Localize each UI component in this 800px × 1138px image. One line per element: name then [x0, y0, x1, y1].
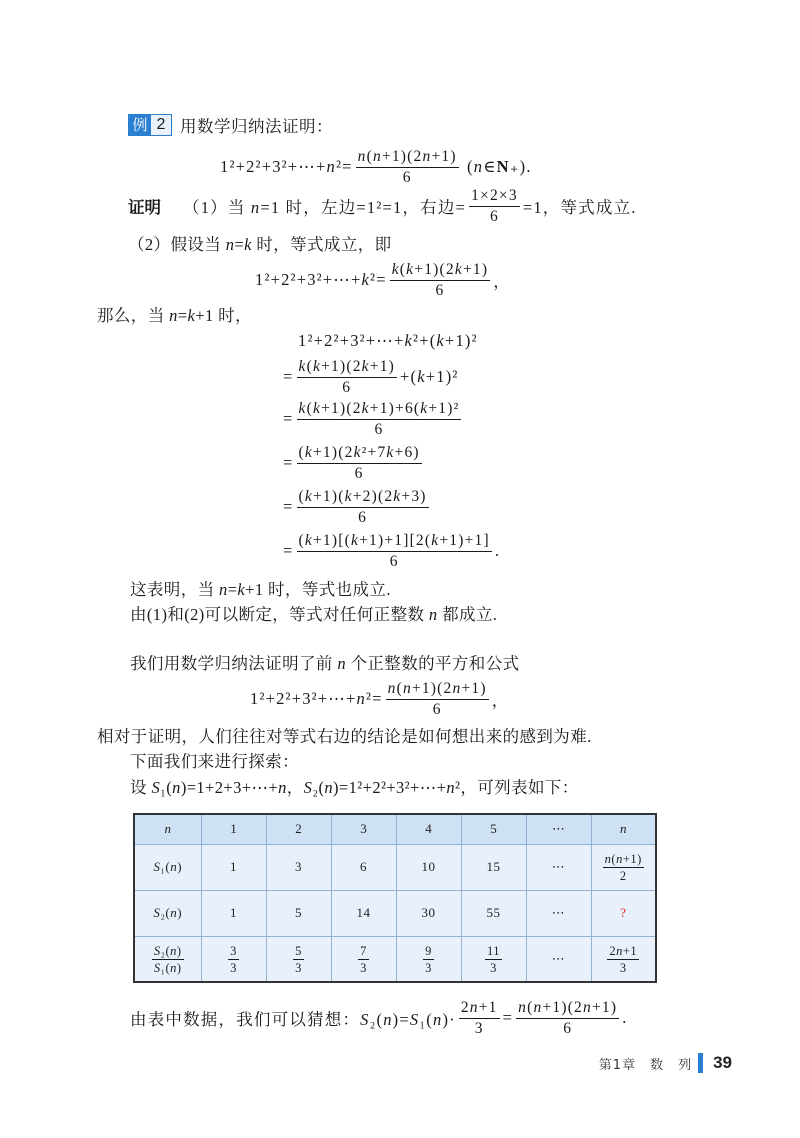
math-variable: k: [237, 580, 246, 599]
math-variable: n: [172, 778, 181, 797]
fraction-numerator: 5: [295, 943, 302, 958]
exploration-intro: 我们用数学归纳法证明了前 n 个正整数的平方和公式: [130, 654, 520, 673]
math-text: 1²+2²+3²+⋯+n²=: [220, 157, 353, 176]
derivation-line-0: [298, 329, 478, 353]
table-header: [134, 814, 656, 844]
math-variable: k: [436, 331, 445, 350]
proof-label: 证明: [128, 198, 161, 217]
row-ratio-cell-1: [201, 936, 266, 982]
math-text: ?: [620, 905, 627, 920]
math-text: （1）当 n=1 时，左边=1²=1，右边=: [183, 198, 467, 217]
fraction-numerator: 2n+1: [459, 1000, 500, 1019]
exploration-lead: 下面我们来进行探索：: [130, 752, 299, 771]
row-s1-cell-5: [461, 844, 526, 890]
math-variable: n: [372, 147, 382, 165]
row-s1-cell-1: [201, 844, 266, 890]
proof-step-1: [128, 188, 637, 224]
math-variable: n: [387, 679, 397, 697]
page-footer: [599, 1052, 732, 1074]
math-variable: k: [187, 306, 196, 325]
fraction-denominator: 6: [435, 281, 445, 299]
math-variable: S: [151, 778, 161, 797]
math-text: .: [622, 1008, 628, 1027]
fraction: [228, 944, 239, 975]
fraction-denominator: 3: [360, 960, 367, 975]
math-variable: n: [583, 998, 592, 1016]
exploration-remark: 相对于证明，人们往往对等式右边的结论是如何想出来的感到为难.: [97, 727, 592, 746]
math-variable: k: [393, 487, 402, 505]
math-text: S₂(n): [153, 905, 183, 920]
derivation-line-1: [283, 359, 459, 395]
fraction: [390, 262, 491, 299]
row-s1-cell-0: [134, 844, 201, 890]
math-variable: n: [170, 859, 178, 874]
sums-table-wrapper: [133, 813, 655, 983]
fraction-numerator: k(k+1)(2k+1): [297, 359, 398, 378]
fraction-numerator: 7: [360, 943, 367, 958]
math-variable: n: [402, 679, 412, 697]
row-s2-cell-3: [331, 890, 396, 936]
fraction-denominator: 6: [358, 508, 368, 526]
math-variable: k: [304, 487, 313, 505]
math-variable: k: [350, 531, 360, 549]
math-variable: n: [357, 147, 367, 165]
math-variable: k: [454, 260, 463, 278]
math-variable: n: [428, 605, 438, 624]
row-ratio-cell-4: [396, 936, 461, 982]
fraction: [152, 944, 184, 975]
math-variable: k: [304, 531, 313, 549]
chapter-title: 第1章 数 列: [598, 1057, 693, 1073]
math-variable: n: [452, 679, 462, 697]
math-variable: k: [244, 235, 252, 254]
math-text: 14: [356, 905, 371, 920]
math-variable: k: [361, 399, 370, 417]
sums-table: [133, 813, 657, 983]
math-variable: k: [304, 443, 313, 461]
row-s1-cell-2: [266, 844, 331, 890]
fraction-denominator: 3: [490, 960, 497, 975]
row-s2-cell-6: [526, 890, 591, 936]
math-variable: n: [469, 998, 479, 1016]
math-variable: n: [432, 1010, 443, 1029]
fraction-denominator: 3: [295, 960, 302, 975]
math-text: ⋯: [551, 905, 566, 920]
math-text: =: [283, 541, 294, 560]
proof-step-2-intro: （2）假设当 n=k 时，等式成立，即: [128, 235, 392, 254]
fraction-denominator: 6: [354, 464, 364, 482]
fraction-numerator: n(n+1)(2n+1): [386, 681, 489, 700]
math-variable: k: [298, 399, 307, 417]
math-variable: n: [219, 580, 228, 599]
example-number: 2: [151, 115, 171, 135]
math-variable: n: [518, 998, 528, 1016]
row-s1-cell-4: [396, 844, 461, 890]
fraction-denominator: 6: [402, 168, 412, 186]
math-variable: S: [303, 778, 313, 797]
math-variable: k: [344, 487, 353, 505]
math-text: =1，等式成立.: [522, 198, 637, 217]
fraction-denominator: 3: [425, 960, 432, 975]
fraction-denominator: 3: [474, 1019, 484, 1037]
row-s2-cell-7: [591, 890, 656, 936]
fraction: [603, 852, 644, 883]
math-variable: n: [326, 157, 336, 176]
fraction-numerator: 1×2×3: [469, 188, 520, 207]
page-number: 39: [713, 1053, 732, 1072]
fraction-denominator: 6: [374, 420, 384, 438]
example-title: 用数学归纳法证明：: [180, 117, 333, 136]
row-ratio: [134, 936, 656, 982]
row-ratio-cell-6: [526, 936, 591, 982]
row-s2-cell-2: [266, 890, 331, 936]
fraction: [516, 1000, 619, 1037]
fraction-denominator: 6: [432, 700, 442, 718]
header-cell-0: [134, 814, 201, 844]
math-variable: k: [298, 357, 307, 375]
fraction: [423, 944, 434, 975]
math-variable: k: [312, 357, 322, 375]
fraction-numerator: (k+1)(k+2)(2k+3): [297, 489, 429, 508]
row-s2: [134, 890, 656, 936]
row-ratio-cell-7: [591, 936, 656, 982]
fraction-denominator: S₁(n): [153, 960, 182, 975]
derivation-line-5: [283, 533, 500, 569]
fraction-denominator: 2: [619, 869, 627, 883]
header-cell-5: 5: [461, 814, 526, 844]
fraction: [386, 681, 489, 718]
fraction: [297, 445, 422, 482]
derivation-line-2: [283, 401, 464, 437]
math-variable: n: [422, 147, 432, 165]
math-variable: S: [153, 905, 161, 920]
fraction: [297, 359, 398, 396]
row-s2-cell-1: [201, 890, 266, 936]
row-s1-cell-3: [331, 844, 396, 890]
fraction-numerator: 9: [425, 943, 432, 958]
math-variable: S: [409, 1010, 420, 1029]
math-text: 3: [295, 859, 302, 874]
example-label: 例: [129, 115, 151, 135]
fraction: [297, 489, 429, 526]
math-variable: k: [406, 260, 415, 278]
exploration-setup: 设 S₁(n)=1+2+3+⋯+n，S₂(n)=1²+2²+3²+⋯+n²，可列表如下：: [130, 778, 579, 797]
row-s2-cell-0: [134, 890, 201, 936]
math-text: ⋯: [551, 859, 566, 874]
math-text: 5: [295, 905, 302, 920]
fraction-numerator: S₂(n): [153, 943, 182, 958]
math-variable: n: [533, 998, 543, 1016]
math-text: 1: [230, 905, 237, 920]
fraction: [358, 944, 369, 975]
fraction: [297, 401, 462, 438]
math-variable: k: [386, 443, 395, 461]
math-text: 1²+2²+3²+⋯+n²=: [250, 689, 383, 708]
footer-divider: [698, 1053, 703, 1073]
math-text: 10: [421, 859, 436, 874]
math-variable: S: [153, 943, 161, 958]
math-variable: n: [170, 960, 177, 975]
math-variable: k: [353, 443, 362, 461]
math-variable: n: [225, 235, 235, 254]
math-text: 55: [486, 905, 501, 920]
math-variable: n: [169, 306, 178, 325]
math-variable: n: [337, 654, 346, 673]
math-variable: k: [361, 270, 371, 289]
math-variable: n: [250, 198, 261, 217]
fraction: [459, 1000, 500, 1037]
derivation-line-4: [283, 489, 432, 525]
fraction-numerator: n(n+1): [604, 852, 642, 866]
row-s1-cell-7: [591, 844, 656, 890]
math-variable: n: [616, 943, 623, 958]
math-text: 1: [230, 859, 237, 874]
math-variable: k: [404, 331, 414, 350]
fraction-numerator: k(k+1)(2k+1)+6(k+1)²: [297, 401, 462, 420]
row-s1: [134, 844, 656, 890]
table-body: [134, 844, 656, 982]
math-variable: k: [417, 367, 426, 386]
fraction: [297, 533, 492, 570]
math-text: ，: [493, 272, 511, 291]
math-variable: S: [360, 1010, 370, 1029]
math-variable: S: [153, 859, 161, 874]
math-text: 6: [360, 859, 367, 874]
row-ratio-cell-2: [266, 936, 331, 982]
conjecture-line: [130, 1000, 628, 1036]
sum-of-squares-formula: [220, 149, 532, 185]
induction-hypothesis: [255, 262, 511, 298]
math-text: ⋯: [551, 950, 566, 966]
math-variable: n: [170, 905, 178, 920]
math-variable: S: [153, 960, 161, 975]
row-ratio-cell-3: [331, 936, 396, 982]
row-ratio-cell-0: [134, 936, 201, 982]
header-cell-1: 1: [201, 814, 266, 844]
example-badge: [128, 114, 172, 136]
header-cell-3: 3: [331, 814, 396, 844]
fraction-numerator: n(n+1)(2n+1): [356, 149, 459, 168]
math-set-symbol: N: [496, 157, 510, 176]
math-variable: n: [620, 821, 627, 837]
exploration-formula: [250, 681, 509, 717]
math-variable: n: [278, 778, 287, 797]
fraction-numerator: (k+1)[(k+1)+1][2(k+1)+1]: [297, 533, 492, 552]
math-variable: n: [170, 943, 177, 958]
table-header-row: [134, 814, 656, 844]
math-variable: n: [446, 778, 455, 797]
fraction-denominator: 6: [389, 552, 399, 570]
math-text: 30: [421, 905, 436, 920]
proof-conclusion-2: 由(1)和(2)可以断定，等式对任何正整数 n 都成立.: [130, 605, 498, 624]
math-text: ，: [491, 691, 510, 710]
fraction-denominator: 3: [230, 960, 237, 975]
header-cell-6: ⋯: [526, 814, 591, 844]
math-text: (n∈N₊).: [461, 157, 532, 176]
math-variable: k: [391, 260, 400, 278]
fraction-numerator: k(k+1)(2k+1): [390, 262, 491, 281]
math-text: .: [494, 541, 501, 560]
math-text: =: [283, 497, 294, 516]
fraction-denominator: 6: [563, 1019, 573, 1037]
math-variable: k: [312, 399, 322, 417]
math-variable: k: [361, 357, 370, 375]
fraction-numerator: (k+1)(2k²+7k+6): [297, 445, 422, 464]
math-variable: n: [324, 778, 334, 797]
math-text: =: [283, 453, 294, 472]
header-cell-4: 4: [396, 814, 461, 844]
math-text: 1²+2²+3²+⋯+k²+(k+1)²: [298, 331, 478, 350]
fraction: [293, 944, 304, 975]
row-s1-cell-6: [526, 844, 591, 890]
fraction-numerator: n(n+1)(2n+1): [516, 1000, 619, 1019]
math-text: =: [283, 367, 294, 386]
math-variable: n: [164, 821, 171, 837]
example-heading: [128, 113, 333, 137]
math-text: 15: [486, 859, 501, 874]
fraction: [485, 944, 502, 975]
row-s2-cell-4: [396, 890, 461, 936]
row-ratio-cell-5: [461, 936, 526, 982]
math-variable: n: [616, 852, 623, 866]
fraction-denominator: 6: [342, 378, 352, 396]
math-text: 由表中数据，我们可以猜想：S₂(n)=S₁(n)·: [130, 1010, 456, 1029]
math-text: 1²+2²+3²+⋯+k²=: [255, 270, 387, 289]
fraction-numerator: 2n+1: [609, 943, 638, 958]
math-variable: n: [383, 1010, 393, 1029]
fraction-denominator: 3: [619, 960, 627, 975]
math-variable: k: [431, 531, 440, 549]
fraction: [356, 149, 459, 186]
header-cell-2: 2: [266, 814, 331, 844]
math-variable: k: [420, 399, 429, 417]
proof-conclusion-1: 这表明，当 n=k+1 时，等式也成立.: [130, 580, 391, 599]
math-text: S₁(n): [153, 859, 183, 874]
header-cell-7: [591, 814, 656, 844]
fraction-numerator: 3: [230, 943, 237, 958]
row-s2-cell-5: [461, 890, 526, 936]
fraction-numerator: 11: [486, 943, 501, 958]
math-text: =: [502, 1008, 514, 1027]
math-variable: n: [473, 157, 484, 176]
math-text: =: [283, 409, 294, 428]
induction-step-intro: 那么，当 n=k+1 时，: [97, 306, 252, 325]
derivation-line-3: [283, 445, 425, 481]
math-variable: n: [356, 689, 366, 708]
fraction: [469, 188, 520, 225]
math-variable: n: [604, 852, 612, 866]
fraction-denominator: 6: [489, 207, 499, 225]
math-text: +(k+1)²: [400, 367, 459, 386]
fraction: [607, 944, 639, 975]
proof-step-1-text: [183, 188, 637, 225]
